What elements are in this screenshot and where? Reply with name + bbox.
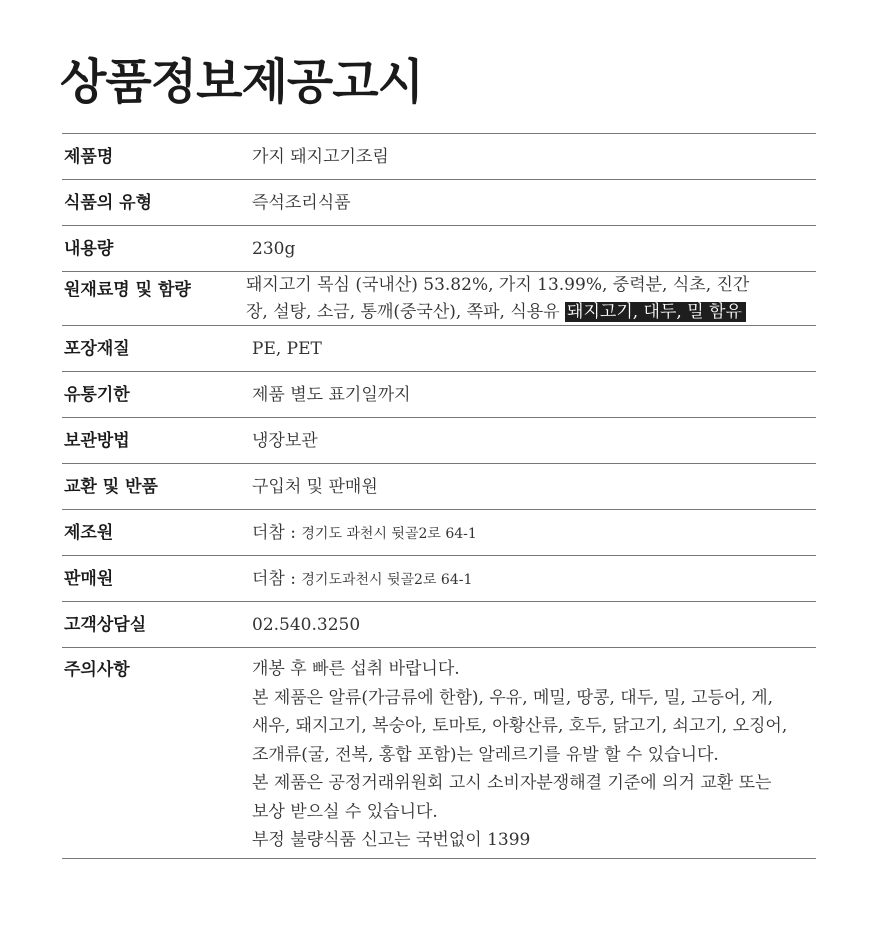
row-storage xyxy=(62,418,816,464)
value-storage: 냉장보관 xyxy=(252,431,318,451)
value-expiry: 제품 별도 표기일까지 xyxy=(252,385,411,405)
caution-line-2: 본 제품은 알류(가금류에 한함), 우유, 메밀, 땅콩, 대두, 밀, 고등어, 게, xyxy=(252,687,774,708)
value-exchange: 구입처 및 판매원 xyxy=(252,477,378,497)
row-product-name xyxy=(62,134,816,180)
label-manufacturer: 제조원 xyxy=(64,523,114,543)
caution-line-1: 개봉 후 빠른 섭취 바랍니다. xyxy=(252,659,460,679)
caution-line-6: 보상 받으실 수 있습니다. xyxy=(252,801,438,822)
label-customer-center: 고객상담실 xyxy=(64,615,147,635)
row-food-type xyxy=(62,180,816,226)
value-seller xyxy=(252,556,816,601)
manufacturer-address: 경기도 과천시 뒷골2로 64-1 xyxy=(301,526,477,542)
label-food-type: 식품의 유형 xyxy=(64,193,153,213)
label-packaging: 포장재질 xyxy=(64,339,130,359)
row-ingredients xyxy=(62,272,816,326)
label-expiry: 유통기한 xyxy=(64,385,130,405)
label-exchange: 교환 및 반품 xyxy=(64,477,158,497)
ingredients-line-2-text: 장, 설탕, 소금, 통깨(중국산), 쪽파, 식용유 xyxy=(246,302,560,322)
label-product-name: 제품명 xyxy=(64,147,114,167)
page-title: 상품정보제공고시 xyxy=(60,54,423,110)
row-manufacturer xyxy=(62,510,816,556)
value-manufacturer xyxy=(252,510,816,555)
seller-address: 경기도과천시 뒷골2로 64-1 xyxy=(301,572,473,588)
ingredients-line-2 xyxy=(246,299,816,326)
label-seller: 판매원 xyxy=(64,569,114,589)
allergen-badge: 돼지고기, 대두, 밀 함유 xyxy=(565,302,746,322)
label-caution: 주의사항 xyxy=(64,660,130,680)
label-ingredients: 원재료명 및 함량 xyxy=(64,280,191,300)
manufacturer-name: 더참 : xyxy=(252,523,302,543)
product-info-table xyxy=(62,133,816,859)
value-product-name: 가지 돼지고기조림 xyxy=(252,147,389,167)
value-packaging: PE, PET xyxy=(252,339,322,359)
value-customer-center: 02.540.3250 xyxy=(252,615,361,635)
row-volume xyxy=(62,226,816,272)
value-volume: 230g xyxy=(252,239,296,259)
row-exchange xyxy=(62,464,816,510)
row-caution xyxy=(62,648,816,859)
ingredients-line-1: 돼지고기 목심 (국내산) 53.82%, 가지 13.99%, 중력분, 식초, 진간 xyxy=(246,275,750,295)
row-customer-center xyxy=(62,602,816,648)
caution-line-7: 부정 불량식품 신고는 국번없이 1399 xyxy=(252,830,531,850)
row-packaging xyxy=(62,326,816,372)
value-ingredients xyxy=(246,272,816,325)
caution-line-3: 새우, 돼지고기, 복숭아, 토마토, 아황산류, 호두, 닭고기, 쇠고기, 오징어, xyxy=(252,716,788,736)
label-storage: 보관방법 xyxy=(64,431,130,451)
seller-name: 더참 : xyxy=(252,569,302,589)
value-caution xyxy=(252,648,816,858)
value-food-type: 즉석조리식품 xyxy=(252,193,351,213)
caution-line-4: 조개류(굴, 전복, 홍합 포함)는 알레르기를 유발 할 수 있습니다. xyxy=(252,744,719,765)
row-expiry xyxy=(62,372,816,418)
label-volume: 내용량 xyxy=(64,239,114,259)
caution-line-5: 본 제품은 공정거래위원회 고시 소비자분쟁해결 기준에 의거 교환 또는 xyxy=(252,773,772,793)
row-seller xyxy=(62,556,816,602)
